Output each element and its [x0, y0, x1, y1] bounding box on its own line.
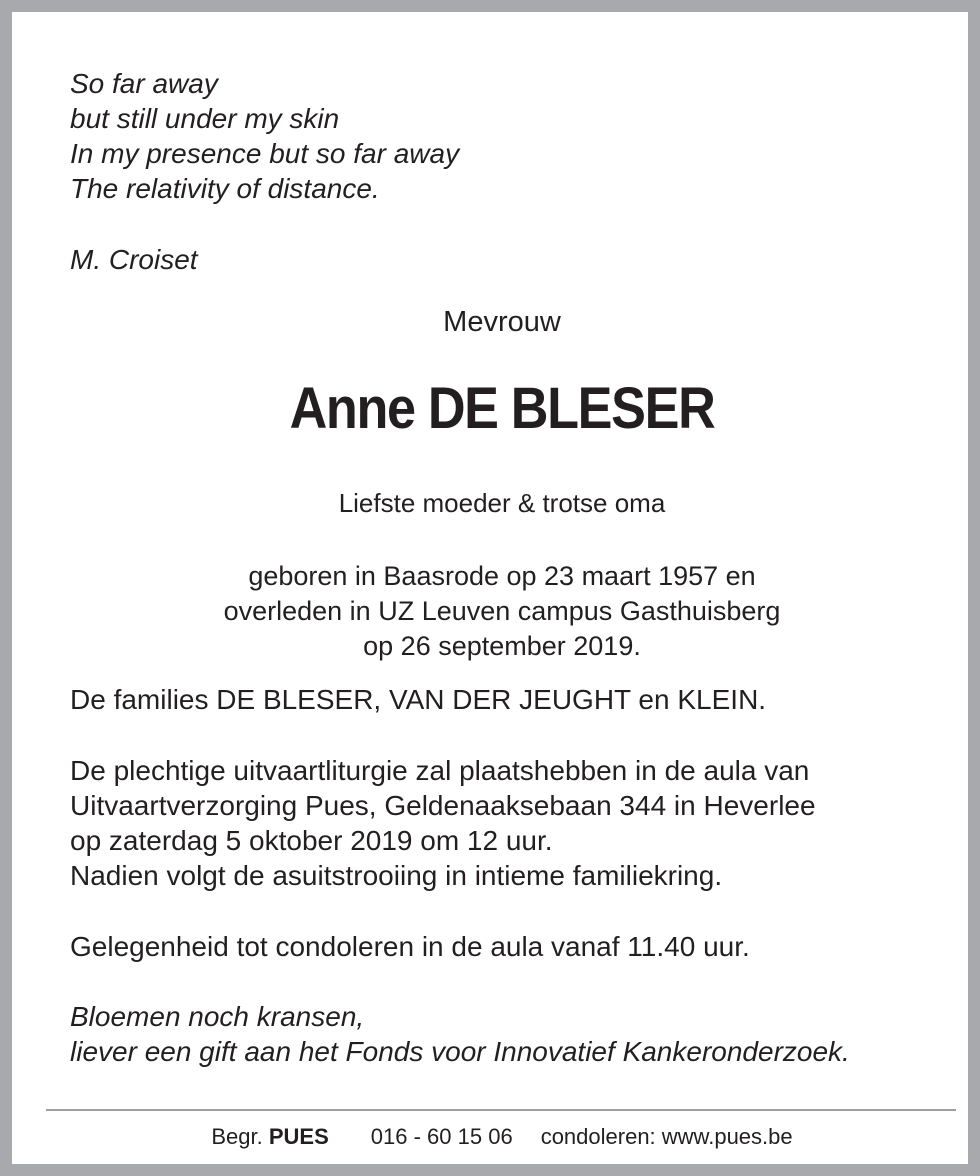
ceremony-line: Uitvaartverzorging Pues, Geldenaaksebaan 344 in Heverlee: [70, 790, 816, 821]
birth-death-line: geboren in Baasrode op 23 maart 1957 en: [248, 561, 756, 591]
condolence-info: Gelegenheid tot condoleren in de aula vanaf 11.40 uur.: [70, 931, 750, 962]
ceremony-line: Nadien volgt de asuitstrooiing in intieme familiekring.: [70, 860, 723, 891]
subtitle: Liefste moeder & trotse oma: [338, 488, 666, 518]
poem-line: So far away: [70, 68, 218, 99]
undertaker-prefix: Begr.: [211, 1124, 263, 1149]
poem-line: In my presence but so far away: [70, 138, 460, 169]
deceased-name: Anne DE BLESER: [289, 376, 715, 441]
ceremony-line: De plechtige uitvaartliturgie zal plaatshebben in de aula van: [70, 755, 810, 786]
flowers-line: liever een gift aan het Fonds voor Innovatief Kankeronderzoek.: [70, 1036, 850, 1067]
birth-death-line: op 26 september 2019.: [363, 631, 641, 661]
condolence-site: condoleren: www.pues.be: [540, 1124, 793, 1149]
poem-line: The relativity of distance.: [70, 173, 380, 204]
honorific-title: Mevrouw: [443, 306, 561, 338]
footer: [12, 1122, 980, 1152]
poem-author: M. Croiset: [70, 244, 198, 275]
footer-divider: [46, 1109, 956, 1111]
undertaker-name: PUES: [268, 1124, 329, 1149]
flowers-line: Bloemen noch kransen,: [70, 1001, 365, 1032]
poem-line: but still under my skin: [70, 103, 340, 134]
birth-death-line: overleden in UZ Leuven campus Gasthuisberg: [223, 596, 781, 626]
undertaker-phone: 016 - 60 15 06: [370, 1124, 513, 1149]
ceremony-line: op zaterdag 5 oktober 2019 om 12 uur.: [70, 825, 553, 856]
families: De families DE BLESER, VAN DER JEUGHT en KLEIN.: [70, 684, 767, 715]
